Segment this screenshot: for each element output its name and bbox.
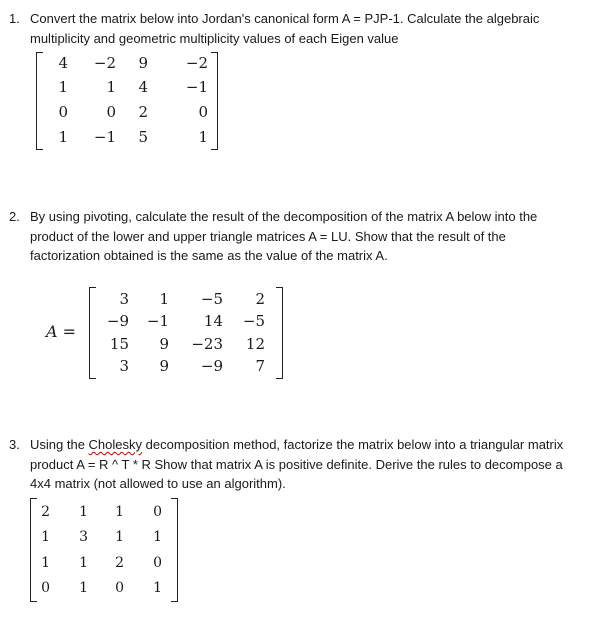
- matrix-cell: 3: [79, 529, 88, 545]
- matrix-cell: 3: [119, 357, 129, 375]
- matrix-cell: −9: [106, 312, 129, 330]
- matrix-cell: 2: [138, 103, 148, 121]
- question-number: 2.: [9, 209, 20, 224]
- matrix-cell: −5: [242, 312, 265, 330]
- question-text: [30, 9, 596, 48]
- matrix-cell: 4: [138, 78, 148, 96]
- matrix-cell: 1: [79, 580, 88, 596]
- matrix-cell: 1: [79, 555, 88, 571]
- matrix-cell: 1: [153, 529, 162, 545]
- matrix-cell: 0: [41, 580, 50, 596]
- matrix-cell: 0: [153, 504, 162, 520]
- question-line: product A = R ^ T * R Show that matrix A is positive definite. Derive the rules to decompose a: [30, 456, 563, 472]
- question-line: Convert the matrix below into Jordan's canonical form A = PJP-1. Calculate the algebraic: [30, 11, 540, 26]
- matrix-cell: −2: [93, 54, 116, 72]
- question-line: product of the lower and upper triangle matrices A = LU. Show that the result of the: [30, 228, 506, 244]
- left-bracket: [89, 287, 96, 379]
- matrix-cell: 1: [58, 78, 68, 96]
- matrix-cell: 1: [58, 128, 68, 146]
- matrix-cell: 14: [203, 312, 223, 330]
- question-line: [30, 435, 596, 455]
- matrix-cell: 0: [58, 103, 68, 121]
- matrix-cholesky: [30, 498, 178, 602]
- matrix-cell: 0: [106, 103, 116, 121]
- question-number: 3.: [9, 437, 20, 452]
- question-number: 1.: [9, 11, 20, 26]
- matrix-lu: [89, 287, 283, 379]
- matrix-cell: 0: [198, 103, 208, 121]
- right-bracket: [211, 52, 218, 150]
- matrix-cell: 1: [79, 504, 88, 520]
- matrix-cell: 2: [115, 555, 124, 571]
- left-bracket: [36, 52, 43, 150]
- matrix-cell: 12: [245, 335, 265, 353]
- matrix-cell: −2: [185, 54, 208, 72]
- matrix-cell: 2: [41, 504, 50, 520]
- matrix-label: A =: [46, 322, 77, 341]
- matrix-cell: 1: [198, 128, 208, 146]
- matrix-cell: 1: [153, 580, 162, 596]
- question-text: [30, 435, 596, 494]
- matrix-cell: 1: [159, 290, 169, 308]
- matrix-cell: 9: [159, 335, 169, 353]
- spellcheck-underlined-word: Cholesky: [88, 437, 143, 452]
- right-bracket: [276, 287, 283, 379]
- text-segment: decomposition method, factorize the matrix below into a triangular matrix: [142, 437, 564, 452]
- matrix-cell: −9: [200, 357, 223, 375]
- matrix-cell: 0: [115, 580, 124, 596]
- matrix-cell: 3: [119, 290, 129, 308]
- matrix-cell: 15: [109, 335, 129, 353]
- question-line: 4x4 matrix (not allowed to use an algorithm).: [30, 476, 286, 491]
- matrix-cell: −1: [185, 78, 208, 96]
- matrix-cell: 5: [138, 128, 148, 146]
- matrix-cell: −23: [191, 335, 223, 353]
- question-text: [30, 207, 596, 266]
- matrix-cell: −5: [200, 290, 223, 308]
- matrix-cell: 1: [41, 555, 50, 571]
- question-line: multiplicity and geometric multiplicity values of each Eigen value: [30, 30, 399, 46]
- matrix-cell: 1: [41, 529, 50, 545]
- matrix-cell: 1: [115, 504, 124, 520]
- matrix-cell: 2: [255, 290, 265, 308]
- matrix-cell: −1: [146, 312, 169, 330]
- matrix-cell: 1: [115, 529, 124, 545]
- matrix-cell: 4: [58, 54, 68, 72]
- question-line: factorization obtained is the same as the value of the matrix A.: [30, 248, 388, 263]
- matrix-jordan: [36, 52, 218, 150]
- matrix-cell: −1: [93, 128, 116, 146]
- right-bracket: [171, 498, 178, 602]
- matrix-cell: 9: [138, 54, 148, 72]
- matrix-cell: 0: [153, 555, 162, 571]
- text-segment: Using the: [30, 437, 89, 452]
- matrix-cell: 7: [255, 357, 265, 375]
- question-line: By using pivoting, calculate the result of the decomposition of the matrix A below into the: [30, 209, 538, 224]
- matrix-cell: 1: [106, 78, 116, 96]
- matrix-cell: 9: [159, 357, 169, 375]
